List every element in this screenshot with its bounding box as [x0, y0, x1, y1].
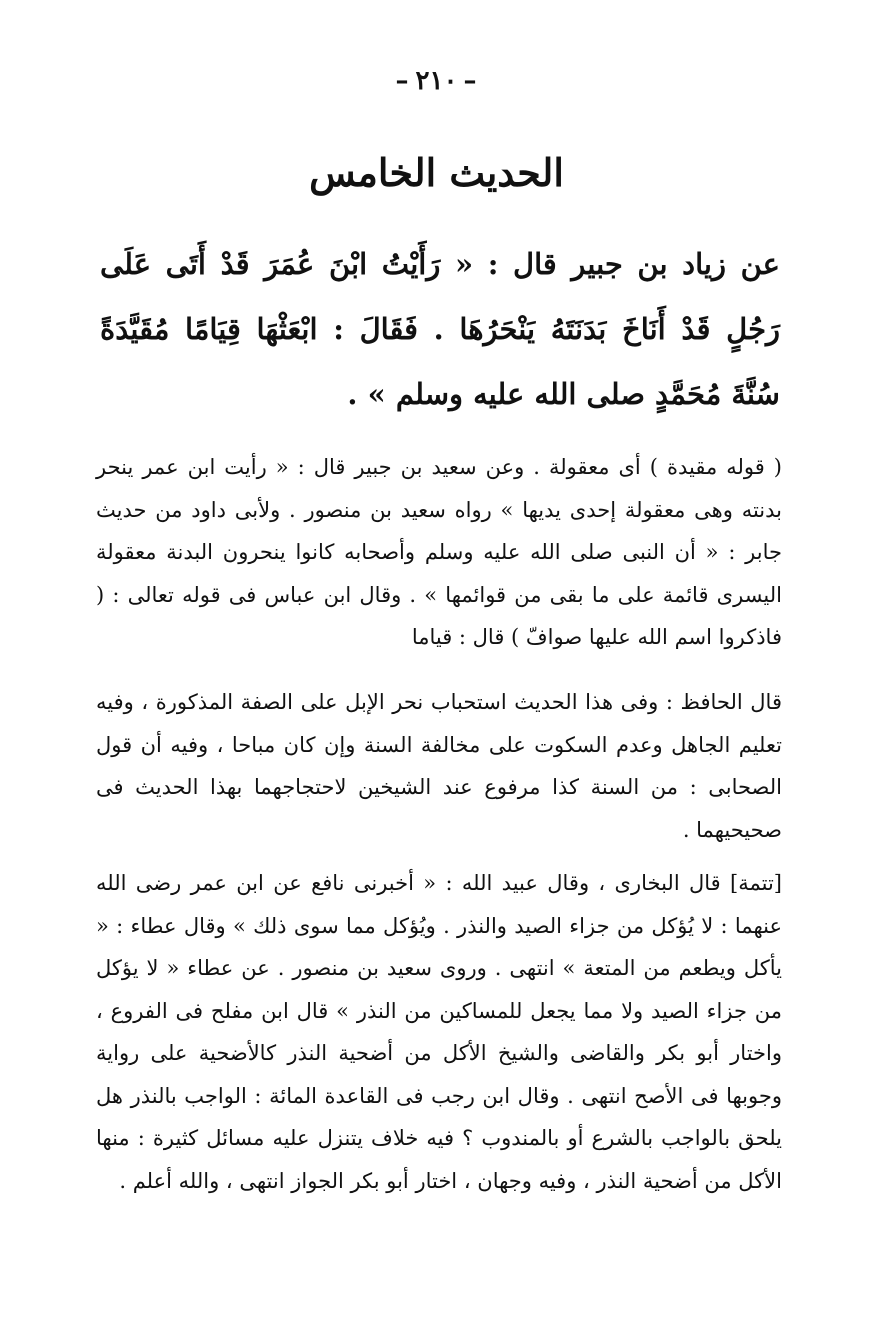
page-number-value: ٢١٠	[415, 66, 458, 96]
page-number-dash-left: –	[463, 66, 478, 96]
page-number	[0, 66, 873, 96]
commentary-paragraph-hafiz: قال الحافظ : وفى هذا الحديث استحباب نحر الإبل على الصفة المذكورة ، وفيه تعليم الجاهل وعدم السكوت على مخالفة السنة وإن كان مباحا ، وفيه أن قول الصحابى : من السنة كذا مرفوع عند الشيخين لاحتجاجهما بهذا الحديث فى صحيحيهما .	[96, 690, 782, 842]
commentary-paragraph-explanation: ( قوله مقيدة ) أى معقولة . وعن سعيد بن جبير قال : « رأيت ابن عمر ينحر بدنته وهى معقولة إحدى يديها » رواه سعيد بن منصور . ولأبى داود من حديث جابر : « أن النبى صلى الله عليه وسلم وأصحابه كانوا ينحرون البدنة معقولة اليسرى قائمة على ما بقى من قوائمها » . وقال ابن عباس فى قوله تعالى : ( فاذكروا اسم الله عليها صوافّ ) قال : قياما	[96, 455, 782, 649]
hadith-text: عن زياد بن جبير قال : « رَأَيْتُ ابْنَ عُمَرَ قَدْ أَتَى عَلَى رَجُلٍ قَدْ أَنَاخَ بَدَنَتَهُ يَنْحَرُهَا . فَقَالَ : ابْعَثْهَا قِيَامًا مُقَيَّدَةً سُنَّةَ مُحَمَّدٍ صلى الله عليه وسلم » .	[100, 247, 780, 411]
chapter-title: الحديث الخامس	[309, 150, 564, 195]
commentary-paragraph-supplement: [تتمة] قال البخارى ، وقال عبيد الله : « أخبرنى نافع عن ابن عمر رضى الله عنهما : لا يُؤكل من جزاء الصيد والنذر . ويُؤكل مما سوى ذلك » وقال عطاء : « يأكل ويطعم من المتعة » انتهى . وروى سعيد بن منصور . عن عطاء « لا يؤكل من جزاء الصيد ولا مما يجعل للمساكين من النذر » قال ابن مفلح فى الفروع ، واختار أبو بكر والقاضى والشيخ الأكل من أضحية النذر كالأضحية على رواية وجوبها فى الأصح انتهى . وقال ابن رجب فى القاعدة المائة : الواجب بالنذر هل يلحق بالواجب بالشرع أو بالمندوب ؟ فيه خلاف يتنزل عليه مسائل كثيرة : منها الأكل من أضحية النذر ، وفيه وجهان ، اختار أبو بكر الجواز انتهى ، والله أعلم .	[96, 871, 783, 1193]
page-number-dash-right: –	[395, 66, 410, 96]
